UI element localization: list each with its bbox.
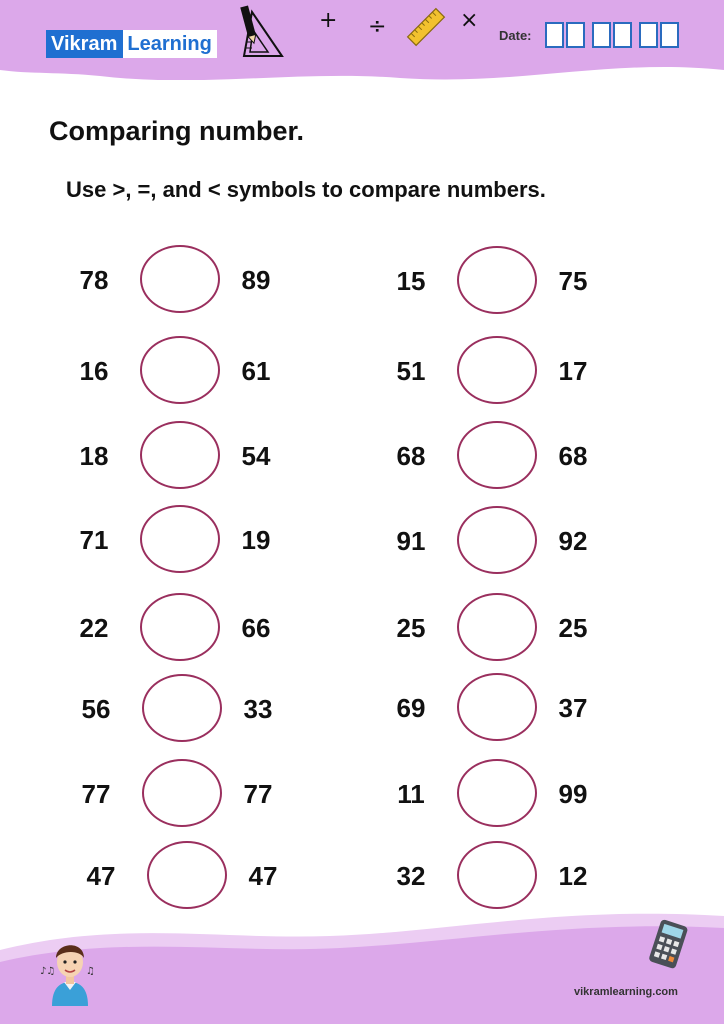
left-number: 69 xyxy=(396,693,426,723)
answer-oval[interactable] xyxy=(140,336,220,404)
date-box[interactable] xyxy=(592,22,611,48)
left-number: 18 xyxy=(79,441,109,471)
right-number: 25 xyxy=(558,613,588,643)
footer-band xyxy=(0,900,724,1024)
answer-oval[interactable] xyxy=(140,421,220,489)
brand-logo-part2: Learning xyxy=(123,30,216,58)
left-number: 78 xyxy=(79,265,109,295)
brand-logo xyxy=(46,30,217,58)
comparison-problem xyxy=(64,505,304,575)
left-number: 11 xyxy=(397,779,425,809)
comparison-problem xyxy=(66,674,306,744)
answer-oval[interactable] xyxy=(457,506,537,574)
right-number: 37 xyxy=(558,693,588,723)
right-number: 17 xyxy=(558,356,588,386)
left-number: 15 xyxy=(396,266,426,296)
comparison-problem xyxy=(64,245,304,315)
instruction-text: Use >, =, and < symbols to compare numbers. xyxy=(66,177,546,202)
right-number: 33 xyxy=(243,694,273,724)
child-illustration-icon xyxy=(38,930,102,1006)
comparison-problem xyxy=(381,506,621,576)
brand-logo-part1: Vikram xyxy=(46,30,123,58)
comparison-problem xyxy=(381,246,621,316)
right-number: 77 xyxy=(243,779,273,809)
comparison-problem xyxy=(64,421,304,491)
left-number: 47 xyxy=(86,861,116,891)
left-number: 22 xyxy=(79,613,109,643)
date-box[interactable] xyxy=(639,22,658,48)
answer-oval[interactable] xyxy=(140,593,220,661)
right-number: 66 xyxy=(241,613,271,643)
svg-text:♫: ♫ xyxy=(86,966,95,977)
comparison-problem xyxy=(64,593,304,663)
date-label: Date: xyxy=(499,28,532,43)
right-number: 19 xyxy=(241,525,271,555)
comparison-problem xyxy=(381,759,621,829)
right-number: 54 xyxy=(241,441,271,471)
svg-text:♪♫: ♪♫ xyxy=(40,966,56,977)
ruler-icon xyxy=(405,6,447,48)
answer-oval[interactable] xyxy=(457,841,537,909)
answer-oval[interactable] xyxy=(457,336,537,404)
date-box[interactable] xyxy=(545,22,564,48)
site-url: vikramlearning.com xyxy=(574,986,678,998)
date-box[interactable] xyxy=(566,22,585,48)
right-number: 68 xyxy=(558,441,588,471)
answer-oval[interactable] xyxy=(457,673,537,741)
left-number: 91 xyxy=(396,526,426,556)
left-number: 16 xyxy=(79,356,109,386)
set-square-icon xyxy=(238,4,288,60)
answer-oval[interactable] xyxy=(140,505,220,573)
answer-oval[interactable] xyxy=(140,245,220,313)
right-number: 75 xyxy=(558,266,588,296)
answer-oval[interactable] xyxy=(457,421,537,489)
right-number: 47 xyxy=(248,861,278,891)
left-number: 56 xyxy=(81,694,111,724)
right-number: 92 xyxy=(558,526,588,556)
left-number: 32 xyxy=(396,861,426,891)
right-number: 12 xyxy=(558,861,588,891)
right-number: 61 xyxy=(241,356,271,386)
answer-oval[interactable] xyxy=(457,593,537,661)
comparison-problem xyxy=(381,593,621,663)
comparison-problem xyxy=(381,421,621,491)
right-number: 99 xyxy=(558,779,588,809)
answer-oval[interactable] xyxy=(457,759,537,827)
comparison-problem xyxy=(381,673,621,743)
left-number: 77 xyxy=(81,779,111,809)
left-number: 51 xyxy=(396,356,426,386)
page-title: Comparing number. xyxy=(49,116,305,146)
answer-oval[interactable] xyxy=(142,759,222,827)
left-number: 68 xyxy=(396,441,426,471)
date-box[interactable] xyxy=(660,22,679,48)
comparison-problem xyxy=(64,336,304,406)
comparison-problem xyxy=(66,759,306,829)
times-icon: × xyxy=(460,8,479,33)
left-number: 71 xyxy=(79,525,109,555)
divide-icon: ÷ xyxy=(368,14,387,39)
calculator-icon xyxy=(646,918,690,972)
right-number: 89 xyxy=(241,265,271,295)
comparison-problem xyxy=(381,336,621,406)
answer-oval[interactable] xyxy=(457,246,537,314)
date-box[interactable] xyxy=(613,22,632,48)
answer-oval[interactable] xyxy=(147,841,227,909)
plus-icon: + xyxy=(319,8,338,33)
answer-oval[interactable] xyxy=(142,674,222,742)
left-number: 25 xyxy=(396,613,426,643)
